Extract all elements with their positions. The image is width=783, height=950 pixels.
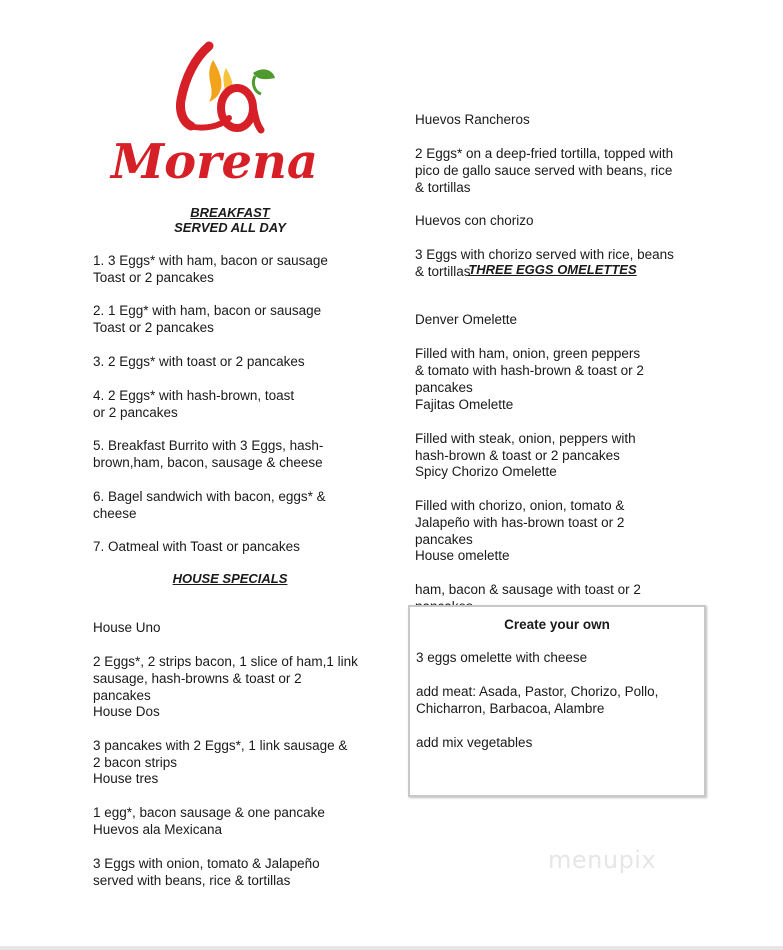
- item-description: 1 egg*, bacon sausage & one pancake: [93, 805, 325, 820]
- breakfast-item-5: 5. Breakfast Burrito with 3 Eggs, hash- brown,ham, bacon, sausage & cheese: [93, 438, 324, 470]
- svg-text:Morena: Morena: [111, 134, 318, 188]
- item-name: House omelette: [415, 548, 510, 563]
- bottom-edge: [0, 946, 783, 950]
- menupix-watermark: menupix: [548, 846, 657, 874]
- breakfast-subheading: SERVED ALL DAY: [174, 220, 286, 235]
- breakfast-item-1: 1. 3 Eggs* with ham, bacon or sausage Toast or 2 pancakes: [93, 253, 328, 285]
- item-name: House tres: [93, 771, 159, 786]
- house-specials-heading: HOUSE SPECIALS: [172, 571, 288, 586]
- create-your-own-line-3: add mix vegetables: [416, 735, 533, 750]
- item-name: Denver Omelette: [415, 312, 518, 327]
- create-your-own-line-2: add meat: Asada, Pastor, Chorizo, Pollo, Chicharron, Barbacoa, Alambre: [416, 684, 659, 716]
- item-name: Huevos ala Mexicana: [93, 822, 223, 837]
- item-name: Spicy Chorizo Omelette: [415, 464, 557, 479]
- item-description: 2 Eggs*, 2 strips bacon, 1 slice of ham,1 link sausage, hash-browns & toast or 2 pancakes: [93, 654, 358, 703]
- item-description: Filled with steak, onion, peppers with hash-brown & toast or 2 pancakes: [415, 431, 636, 463]
- breakfast-item-2: 2. 1 Egg* with ham, bacon or sausage Toast or 2 pancakes: [93, 303, 322, 335]
- la-morena-logo: [105, 38, 335, 188]
- create-your-own-title: Create your own: [504, 617, 610, 632]
- item-name: House Uno: [93, 620, 161, 635]
- breakfast-item-6: 6. Bagel sandwich with bacon, eggs* & cheese: [93, 489, 326, 521]
- omelettes-heading: THREE EGGS OMELETTES: [468, 262, 637, 277]
- item-name: House Dos: [93, 704, 160, 719]
- item-description: Filled with ham, onion, green peppers & tomato with hash-brown & toast or 2 pancakes: [415, 346, 644, 395]
- breakfast-item-4: 4. 2 Eggs* with hash-brown, toast or 2 pancakes: [93, 388, 295, 420]
- item-description: Filled with chorizo, onion, tomato & Jalapeño with has-brown toast or 2 pancakes: [415, 498, 625, 547]
- item-description: 3 Eggs with onion, tomato & Jalapeño served with beans, rice & tortillas: [93, 856, 320, 888]
- huevos-con-chorizo: [415, 195, 674, 297]
- item-description: ham, bacon & sausage with toast or 2: [415, 582, 641, 597]
- create-your-own-line-1: 3 eggs omelette with cheese: [416, 650, 588, 665]
- create-your-own-box: [408, 605, 706, 797]
- item-name: Huevos Rancheros: [415, 112, 530, 127]
- item-name: Fajitas Omelette: [415, 397, 514, 412]
- item-description: 2 Eggs* on a deep-fried tortilla, topped with pico de gallo sauce served with beans, rice & tortillas: [415, 146, 674, 195]
- breakfast-heading: BREAKFAST: [190, 205, 270, 220]
- item-description: 3 pancakes with 2 Eggs*, 1 link sausage & 2 bacon strips: [93, 738, 348, 770]
- breakfast-item-7: 7. Oatmeal with Toast or pancakes: [93, 539, 300, 554]
- breakfast-item-3: 3. 2 Eggs* with toast or 2 pancakes: [93, 354, 305, 369]
- huevos-ala-mexicana: [93, 804, 320, 906]
- item-description: 3 Eggs with chorizo served with rice, beans & tortillas: [415, 247, 674, 279]
- item-name: Huevos con chorizo: [415, 213, 534, 228]
